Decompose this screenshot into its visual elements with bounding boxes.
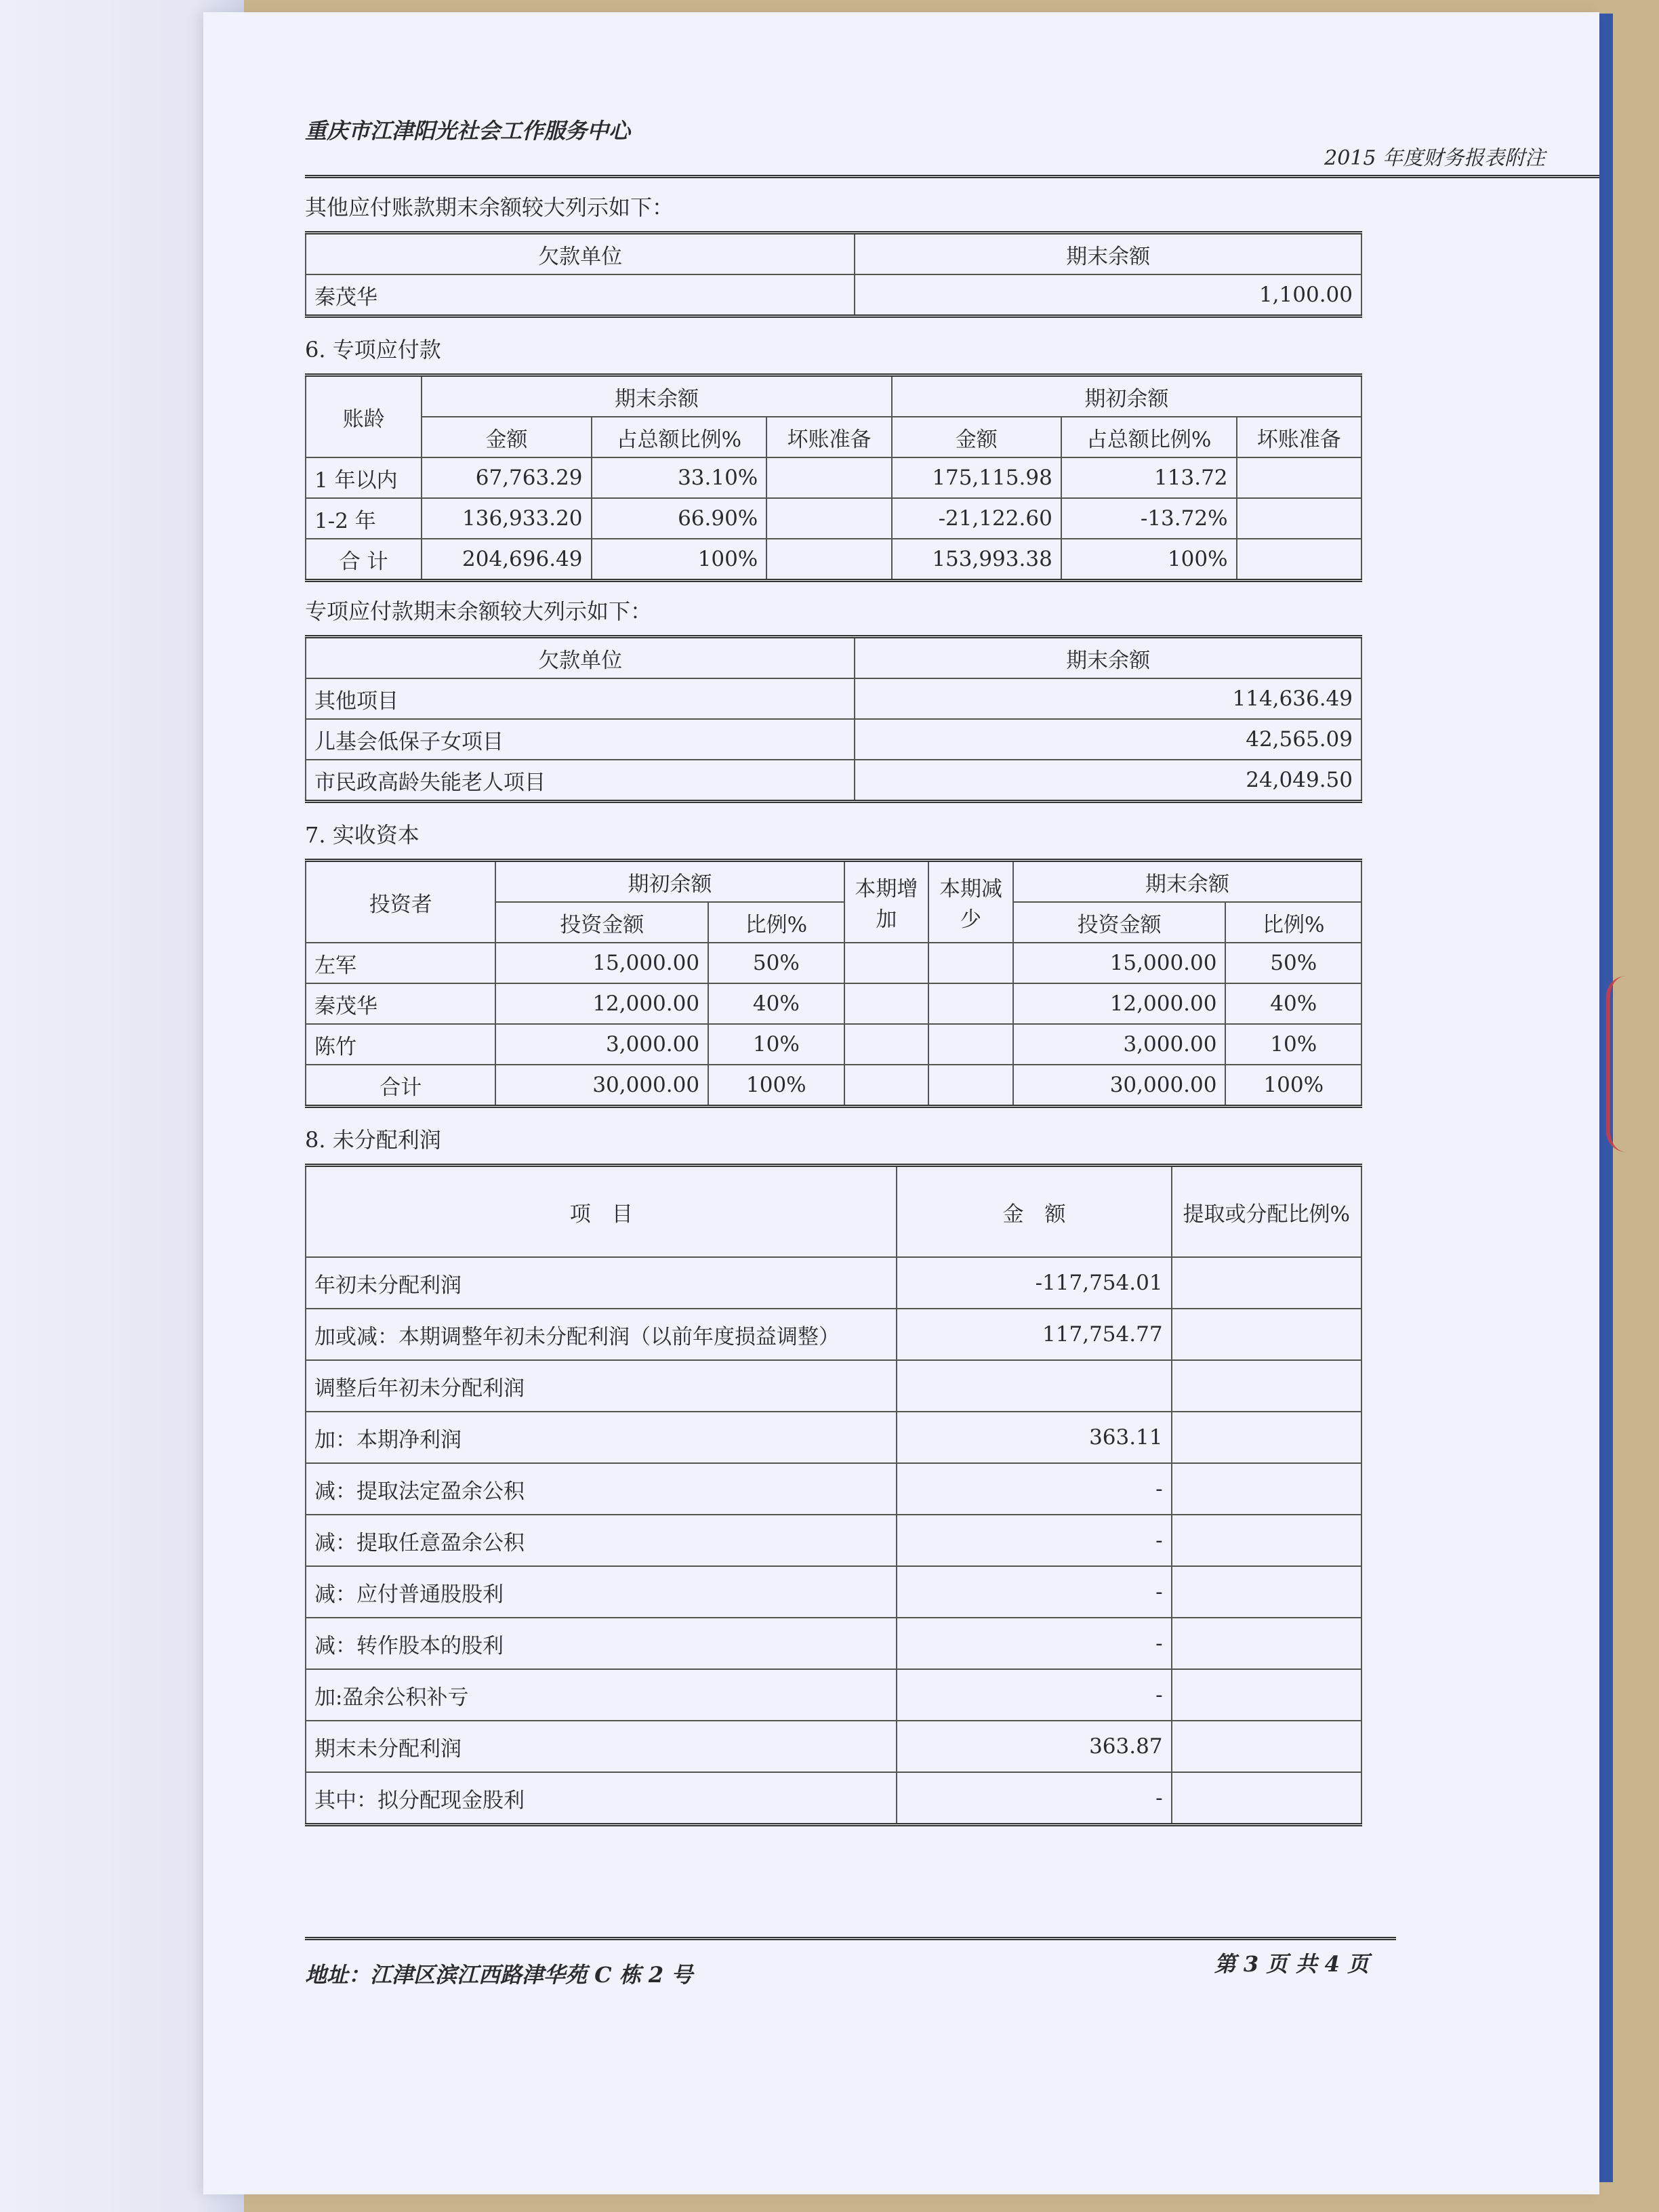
table-row <box>306 983 1361 1024</box>
begin-amount: 12,000.00 <box>495 983 708 1024</box>
investor-name: 陈竹 <box>306 1024 495 1065</box>
table-row <box>306 1309 1361 1360</box>
page-footer <box>305 1937 1396 1994</box>
footer-address: 地址：江津区滨江西路津华苑 C 栋 2 号 <box>305 1962 693 1988</box>
col-age: 账龄 <box>306 375 422 458</box>
row-ratio <box>1172 1309 1361 1360</box>
end-ratio: 50% <box>1225 943 1361 983</box>
begin-ratio: 113.72 <box>1061 457 1237 498</box>
begin-ratio: 10% <box>708 1024 844 1065</box>
group-begin-balance: 期初余额 <box>892 375 1361 417</box>
decrease <box>928 943 1013 983</box>
col-ratio: 比例% <box>1225 902 1361 943</box>
debtor-name: 秦茂华 <box>306 274 855 316</box>
table-row <box>306 1721 1361 1772</box>
col-debtor: 欠款单位 <box>306 233 855 275</box>
col-balance: 期末余额 <box>855 233 1361 275</box>
debtor-name: 市民政高龄失能老人项目 <box>306 760 855 802</box>
end-bad-debt <box>766 457 891 498</box>
col-bad-debt: 坏账准备 <box>766 417 891 457</box>
begin-amount: 15,000.00 <box>495 943 708 983</box>
increase <box>844 1024 929 1065</box>
row-age: 1 年以内 <box>306 457 422 498</box>
row-ratio <box>1172 1566 1361 1618</box>
col-amount: 金额 <box>892 417 1061 457</box>
row-amount: - <box>897 1515 1171 1566</box>
debtor-balance: 114,636.49 <box>855 678 1361 719</box>
end-amount: 204,696.49 <box>422 539 591 581</box>
debtor-balance: 1,100.00 <box>855 274 1361 316</box>
paid-in-capital-table <box>305 859 1362 1108</box>
end-amount: 3,000.00 <box>1013 1024 1226 1065</box>
end-ratio: 100% <box>592 539 767 581</box>
row-item: 减：应付普通股股利 <box>306 1566 897 1618</box>
row-amount: -117,754.01 <box>897 1257 1171 1309</box>
row-amount: - <box>897 1566 1171 1618</box>
row-ratio <box>1172 1721 1361 1772</box>
end-ratio: 10% <box>1225 1024 1361 1065</box>
row-item: 加:盈余公积补亏 <box>306 1669 897 1721</box>
investor-name: 秦茂华 <box>306 983 495 1024</box>
section-title: 7. 实收资本 <box>305 822 419 848</box>
end-bad-debt <box>766 539 891 581</box>
begin-bad-debt <box>1237 498 1361 539</box>
col-investor: 投资者 <box>306 861 495 943</box>
end-amount: 15,000.00 <box>1013 943 1226 983</box>
row-item: 年初未分配利润 <box>306 1257 897 1309</box>
col-debtor: 欠款单位 <box>306 637 855 679</box>
row-item: 期末未分配利润 <box>306 1721 897 1772</box>
table-row <box>306 1772 1361 1825</box>
row-ratio <box>1172 1772 1361 1825</box>
table-row <box>306 1669 1361 1721</box>
row-ratio <box>1172 1669 1361 1721</box>
group-end-balance: 期末余额 <box>1013 861 1361 903</box>
begin-amount: 153,993.38 <box>892 539 1061 581</box>
table-row-total <box>306 1065 1361 1107</box>
row-item: 加或减：本期调整年初未分配利润（以前年度损益调整） <box>306 1309 897 1360</box>
debtor-name: 儿基会低保子女项目 <box>306 719 855 760</box>
table-row <box>306 1412 1361 1463</box>
end-ratio: 33.10% <box>592 457 767 498</box>
col-ratio: 提取或分配比例% <box>1172 1166 1361 1258</box>
other-payables-table <box>305 231 1362 318</box>
col-invest-amount: 投资金额 <box>1013 902 1226 943</box>
row-amount <box>897 1360 1171 1412</box>
debtor-name: 其他项目 <box>306 678 855 719</box>
row-item: 调整后年初未分配利润 <box>306 1360 897 1412</box>
group-begin-balance: 期初余额 <box>495 861 844 903</box>
begin-bad-debt <box>1237 457 1361 498</box>
begin-amount: 3,000.00 <box>495 1024 708 1065</box>
table-row <box>306 943 1361 983</box>
row-age: 合 计 <box>306 539 422 581</box>
row-amount: - <box>897 1772 1171 1825</box>
decrease <box>928 1024 1013 1065</box>
page-number: 第 3 页 共 4 页 <box>1214 1951 1369 1977</box>
special-payables-detail-intro: 专项应付款期末余额较大列示如下： <box>305 598 653 624</box>
col-balance: 期末余额 <box>855 637 1361 679</box>
col-increase: 本期增加 <box>844 861 929 943</box>
begin-ratio: 100% <box>1061 539 1237 581</box>
begin-ratio: -13.72% <box>1061 498 1237 539</box>
undistributed-profit-table <box>305 1164 1362 1826</box>
table-row <box>306 1463 1361 1515</box>
table-row <box>306 1360 1361 1412</box>
col-decrease: 本期减少 <box>928 861 1013 943</box>
section-title: 6. 专项应付款 <box>305 337 441 363</box>
row-ratio <box>1172 1360 1361 1412</box>
debtor-balance: 24,049.50 <box>855 760 1361 802</box>
group-end-balance: 期末余额 <box>422 375 891 417</box>
row-amount: 363.87 <box>897 1721 1171 1772</box>
table-row <box>306 1515 1361 1566</box>
table-row <box>306 457 1361 498</box>
decrease <box>928 983 1013 1024</box>
col-invest-amount: 投资金额 <box>495 902 708 943</box>
decrease <box>928 1065 1013 1107</box>
row-amount: - <box>897 1463 1171 1515</box>
org-name: 重庆市江津阳光社会工作服务中心 <box>305 118 631 144</box>
begin-amount: 175,115.98 <box>892 457 1061 498</box>
end-amount: 67,763.29 <box>422 457 591 498</box>
increase <box>844 943 929 983</box>
begin-bad-debt <box>1237 539 1361 581</box>
section-title: 8. 未分配利润 <box>305 1127 441 1153</box>
report-title: 2015 年度财务报表附注 <box>1324 146 1545 170</box>
end-amount: 12,000.00 <box>1013 983 1226 1024</box>
row-item: 减：转作股本的股利 <box>306 1618 897 1669</box>
row-amount: - <box>897 1669 1171 1721</box>
row-ratio <box>1172 1257 1361 1309</box>
begin-ratio: 50% <box>708 943 844 983</box>
table-row <box>306 1024 1361 1065</box>
row-ratio <box>1172 1618 1361 1669</box>
table-row <box>306 678 1361 719</box>
begin-ratio: 100% <box>708 1065 844 1107</box>
end-ratio: 66.90% <box>592 498 767 539</box>
table-row <box>306 498 1361 539</box>
end-bad-debt <box>766 498 891 539</box>
report-page <box>203 12 1599 2194</box>
end-amount: 136,933.20 <box>422 498 591 539</box>
table-row <box>306 1257 1361 1309</box>
other-payables-intro: 其他应付账款期末余额较大列示如下： <box>305 194 674 220</box>
col-bad-debt: 坏账准备 <box>1237 417 1361 457</box>
row-age: 1-2 年 <box>306 498 422 539</box>
end-amount: 30,000.00 <box>1013 1065 1226 1107</box>
special-payables-detail-table <box>305 635 1362 803</box>
increase <box>844 1065 929 1107</box>
begin-ratio: 40% <box>708 983 844 1024</box>
row-amount: - <box>897 1618 1171 1669</box>
row-item: 减：提取法定盈余公积 <box>306 1463 897 1515</box>
col-amount: 金额 <box>422 417 591 457</box>
row-item: 加：本期净利润 <box>306 1412 897 1463</box>
begin-amount: 30,000.00 <box>495 1065 708 1107</box>
page-content <box>305 100 1599 1826</box>
row-ratio <box>1172 1412 1361 1463</box>
begin-amount: -21,122.60 <box>892 498 1061 539</box>
special-payables-table <box>305 373 1362 582</box>
col-ratio: 占总额比例% <box>592 417 767 457</box>
col-amount: 金 额 <box>897 1166 1171 1258</box>
table-row <box>306 719 1361 760</box>
table-row-total <box>306 539 1361 581</box>
investor-name: 左军 <box>306 943 495 983</box>
page-header <box>305 100 1599 178</box>
row-ratio <box>1172 1515 1361 1566</box>
table-row <box>306 1566 1361 1618</box>
investor-name: 合计 <box>306 1065 495 1107</box>
debtor-balance: 42,565.09 <box>855 719 1361 760</box>
table-row <box>306 760 1361 802</box>
increase <box>844 983 929 1024</box>
end-ratio: 100% <box>1225 1065 1361 1107</box>
red-stamp-mark <box>1606 976 1651 1152</box>
col-ratio: 占总额比例% <box>1061 417 1237 457</box>
table-row <box>306 274 1361 316</box>
table-row <box>306 1618 1361 1669</box>
col-item: 项 目 <box>306 1166 897 1258</box>
row-item: 减：提取任意盈余公积 <box>306 1515 897 1566</box>
row-amount: 363.11 <box>897 1412 1171 1463</box>
end-ratio: 40% <box>1225 983 1361 1024</box>
row-amount: 117,754.77 <box>897 1309 1171 1360</box>
row-ratio <box>1172 1463 1361 1515</box>
col-ratio: 比例% <box>708 902 844 943</box>
row-item: 其中：拟分配现金股利 <box>306 1772 897 1825</box>
